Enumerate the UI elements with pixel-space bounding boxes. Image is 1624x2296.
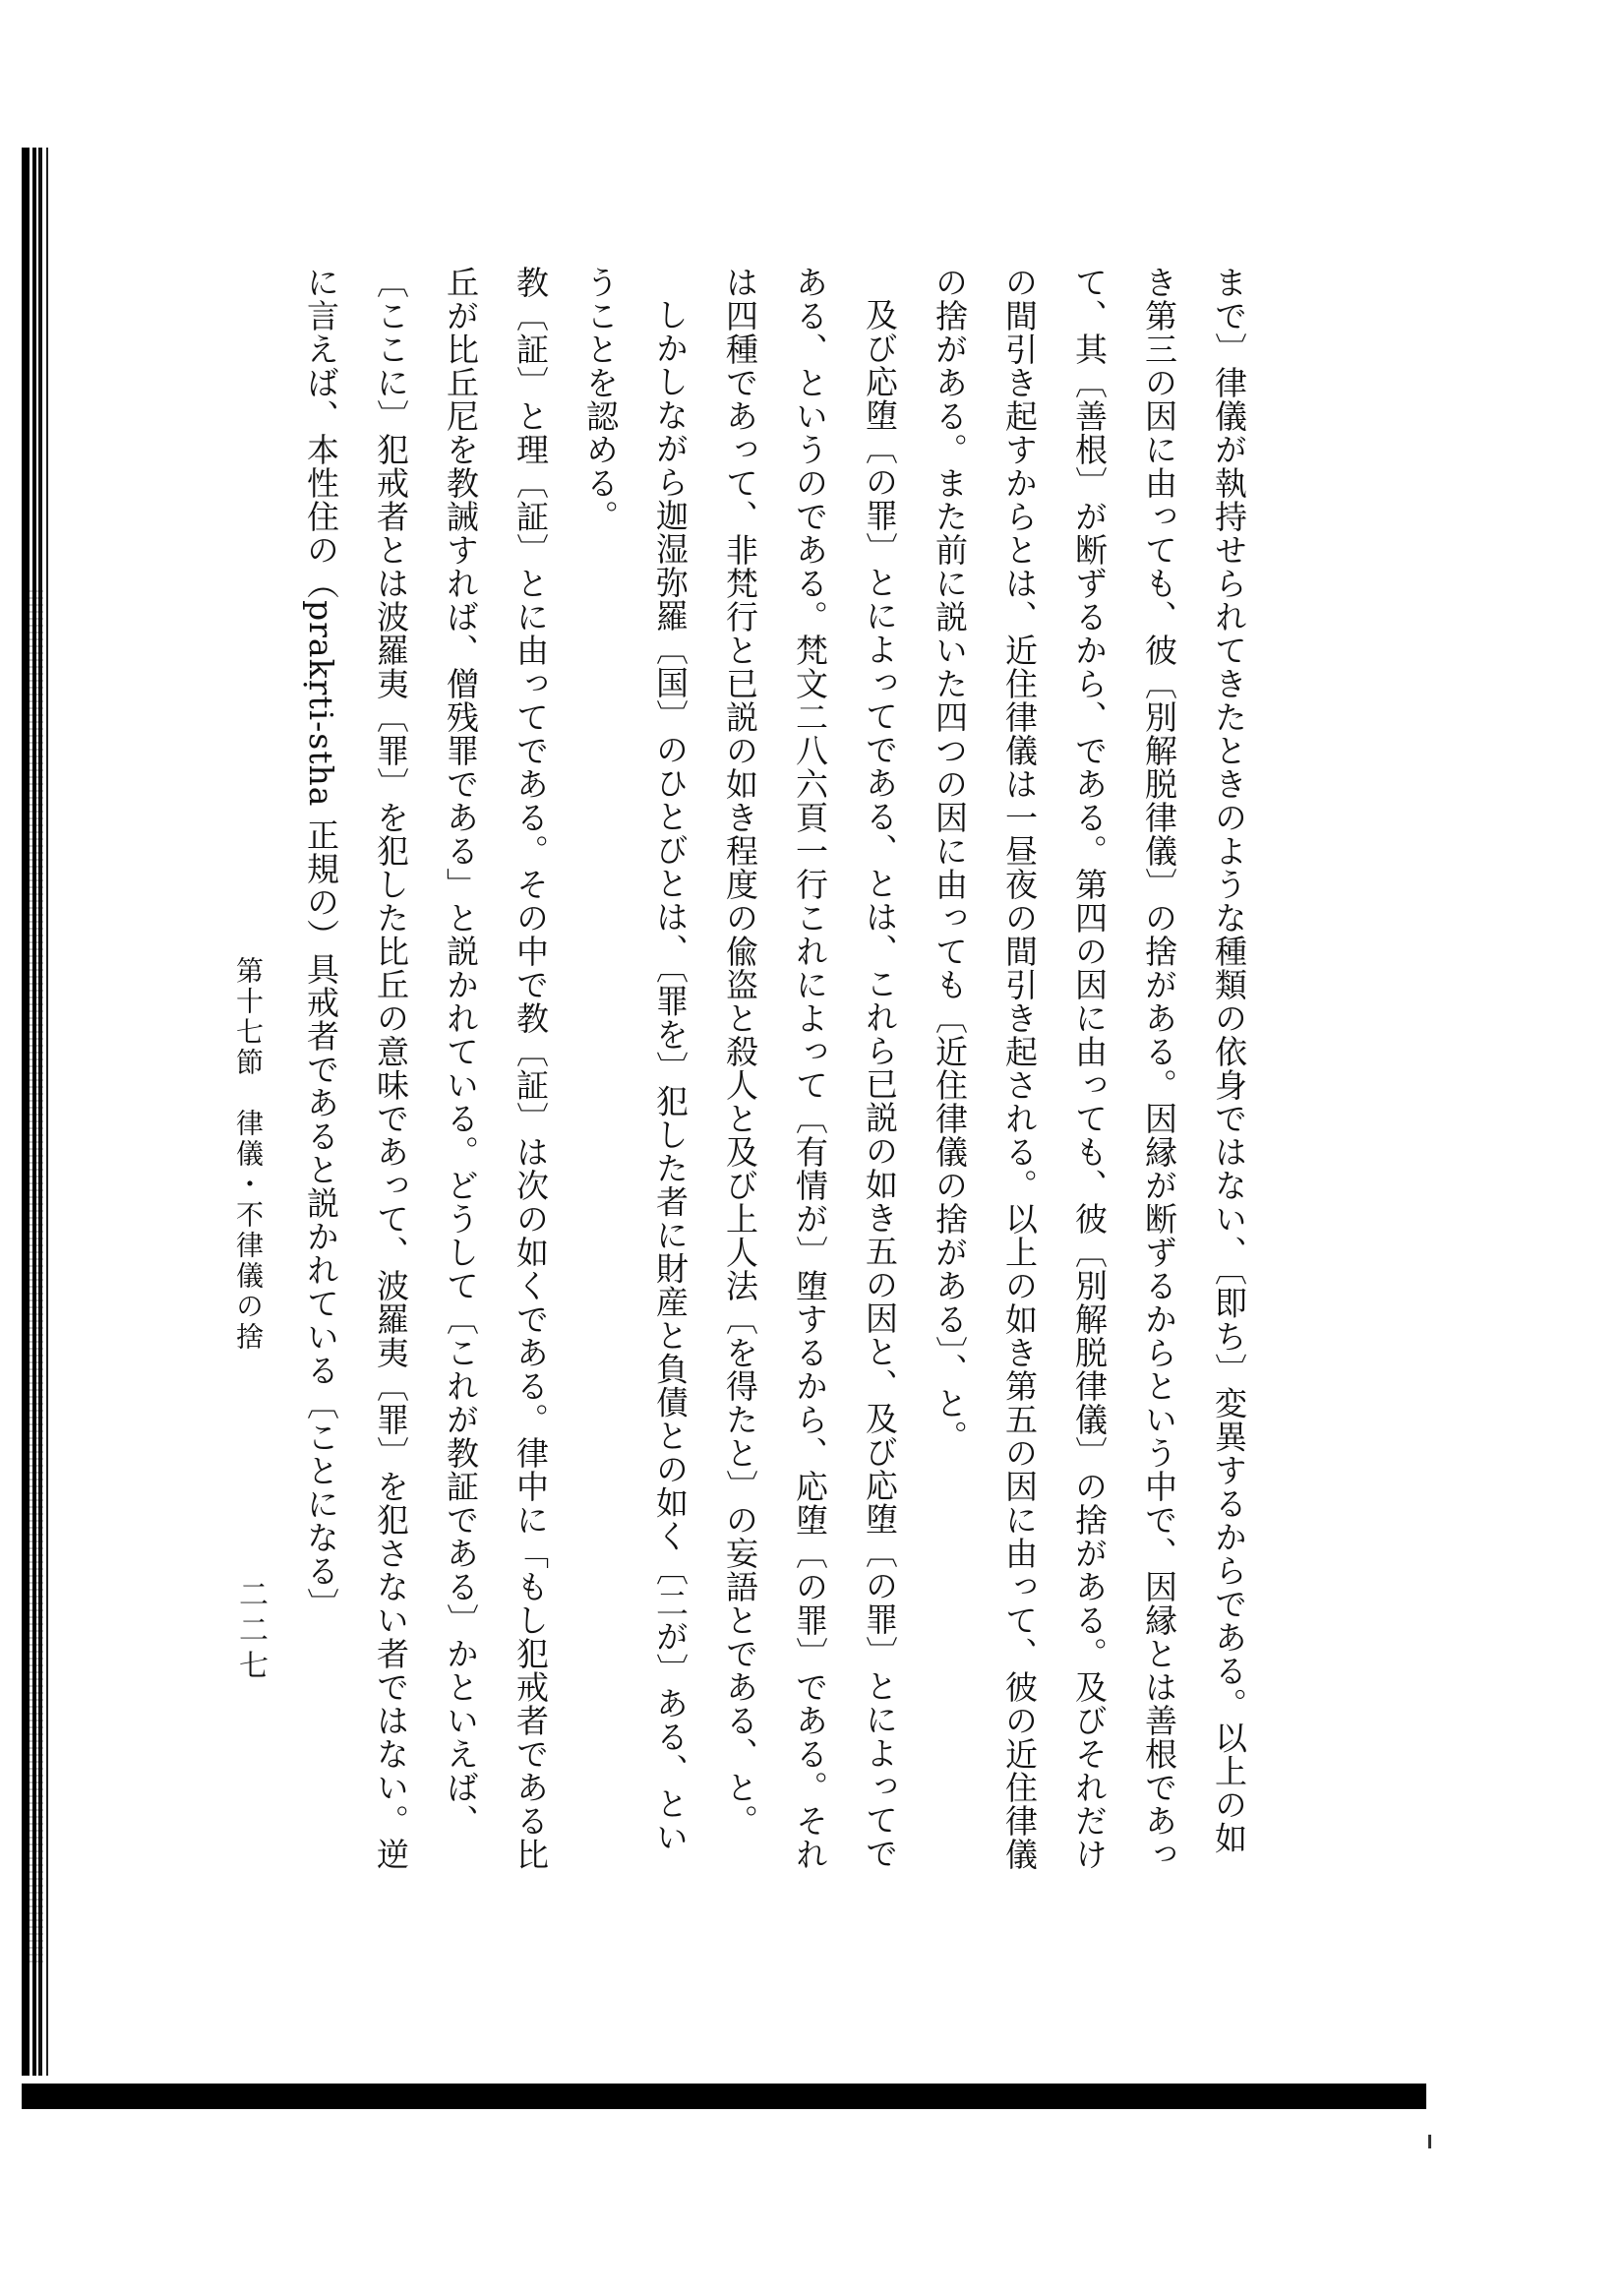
- scan-edge-bar: [22, 2084, 1426, 2109]
- paragraph-1: まで〕律儀が執持せられてきたときのような種類の依身ではない、〔即ち〕変異するからである。以上の如き第三の因に由っても、彼〔別解脱律儀〕の捨がある。因縁が断ずるからという中で、因縁とは善根であって、其〔善根〕が断ずるから、である。第四の因に由っても、彼〔別解脱律儀〕の捨がある。及びそれだけの間引き起すからとは、近住律儀は一昼夜の間引き起される。以上の如き第五の因に由って、彼の近住律儀の捨がある。また前に説いた四つの因に由っても〔近住律儀の捨がある〕、と。: [931, 266, 1248, 1871]
- running-header: 第十七節 律儀・不律儀の捨: [232, 956, 265, 1353]
- page-number: 二二七: [233, 1579, 268, 1685]
- paragraph-3: しかしながら迦湿弥羅〔国〕のひとびとは、〔罪を〕犯した者に財産と負債との如く〔二が〕ある、ということを認める。: [581, 266, 690, 1854]
- scan-mark: [1428, 2135, 1431, 2148]
- body-text: [280, 266, 1264, 1879]
- paragraph-4: 教〔証〕と理〔証〕とに由ってである。その中で教〔証〕は次の如くである。律中に「もし犯戒者である比丘が比丘尼を教誡すれば、僧残罪である」と説かれている。どうして〔これが教証である〕かといえば、〔ここに〕犯戒者とは波羅夷〔罪〕を犯した比丘の意味であって、波羅夷〔罪〕を犯さない者ではない。逆に言えば、本性住の（prakṛti-stha 正規の）具戒者であると説かれている〔ことになる〕: [302, 266, 550, 1871]
- spine-texture: [30, 590, 43, 1967]
- paragraph-2: 及び応堕〔の罪〕とによってである、とは、これら已説の如き五の因と、及び応堕〔の罪〕とによってである、というのである。梵文二八六頁一行これによって〔有情が〕堕するから、応堕〔の罪〕である。それは四種であって、非梵行と已説の如き程度の偸盗と殺人と及び上人法〔を得たと〕の妄語とである、と。: [721, 266, 899, 1871]
